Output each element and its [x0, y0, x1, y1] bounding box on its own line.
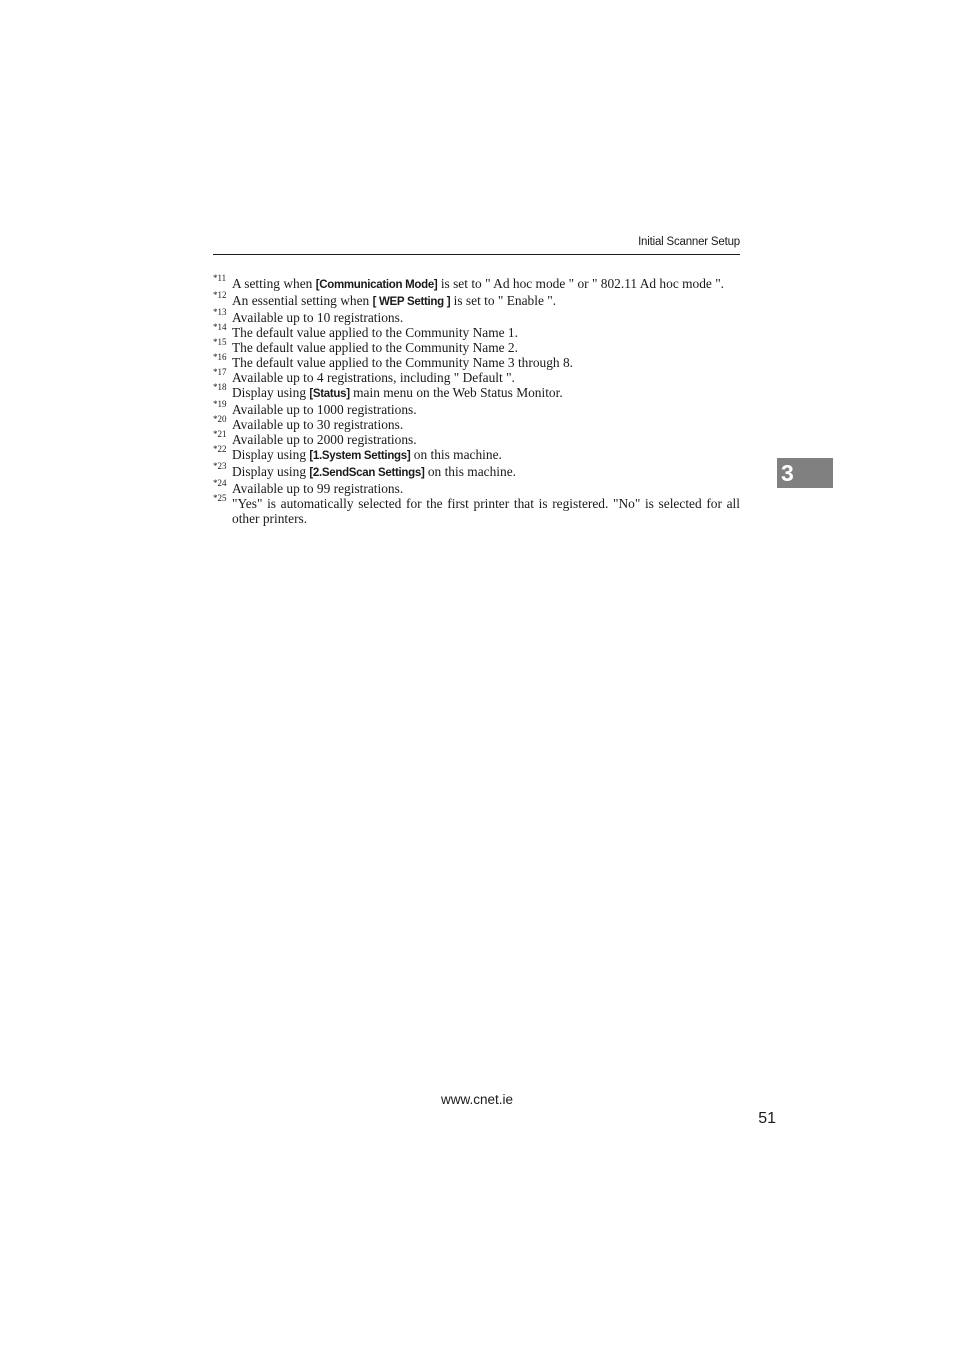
- footnote-item: [213, 444, 740, 464]
- footnote-text: Available up to 2000 registrations.: [232, 432, 417, 447]
- footnote-marker: *17: [213, 367, 227, 377]
- footnote-item: [213, 367, 740, 385]
- footnote-text: is set to " Enable ".: [450, 293, 557, 308]
- footnote-text: main menu on the Web Status Monitor.: [349, 385, 563, 400]
- footer-website: www.cnet.ie: [440, 1092, 514, 1107]
- footnote-item: [213, 493, 740, 526]
- footnote-text: Available up to 4 registrations, including " Default ".: [232, 370, 515, 385]
- footnote-text: The default value applied to the Community Name 1.: [232, 325, 518, 340]
- footnote-marker: *23: [213, 461, 227, 471]
- footnote-marker: *19: [213, 399, 227, 409]
- footnote-marker: *22: [213, 444, 227, 454]
- footnote-marker: *15: [213, 337, 227, 347]
- footnote-text: on this machine.: [410, 447, 502, 462]
- footnote-item: [213, 461, 740, 481]
- footnote-setting-name: [1.System Settings]: [309, 450, 411, 462]
- footnote-text: Available up to 1000 registrations.: [232, 402, 417, 417]
- footnote-text: Available up to 30 registrations.: [232, 417, 404, 432]
- footnote-text: The default value applied to the Community Name 2.: [232, 340, 518, 355]
- footnote-item: [213, 414, 740, 432]
- footnote-text: Available up to 10 registrations.: [232, 310, 404, 325]
- footnote-text: Display using: [232, 447, 310, 462]
- footnote-item: [213, 307, 740, 325]
- footnote-marker: *25: [213, 493, 227, 503]
- footnote-setting-name: [2.SendScan Settings]: [309, 467, 425, 479]
- page-number: 51: [758, 1110, 776, 1127]
- footnote-item: [213, 337, 740, 355]
- footnote-marker: *13: [213, 307, 227, 317]
- footnote-item: [213, 478, 740, 496]
- footnote-item: [213, 322, 740, 340]
- footnote-text: The default value applied to the Community Name 3 through 8.: [232, 355, 574, 370]
- footnote-list: [213, 273, 740, 526]
- footnote-setting-name: [Communication Mode]: [315, 279, 438, 291]
- footnote-item: [213, 429, 740, 447]
- header-title: Initial Scanner Setup: [638, 236, 740, 248]
- footnote-marker: *11: [213, 273, 227, 283]
- footnote-text: "Yes" is automatically selected for the first printer that is registered. "No" is selected for all other printers.: [232, 496, 740, 526]
- chapter-tab: 3: [777, 458, 833, 488]
- footnote-setting-name: [ WEP Setting ]: [372, 296, 451, 308]
- footnote-item: [213, 290, 740, 310]
- footnote-marker: *24: [213, 478, 227, 488]
- footnote-item: [213, 382, 740, 402]
- footnote-setting-name: [Status]: [309, 388, 350, 400]
- footnote-marker: *12: [213, 290, 227, 300]
- footnote-text: Available up to 99 registrations.: [232, 481, 404, 496]
- footnote-text: Display using: [232, 385, 310, 400]
- footnote-text: An essential setting when: [232, 293, 373, 308]
- footnote-marker: *14: [213, 322, 227, 332]
- footnote-text: Display using: [232, 464, 310, 479]
- footnote-marker: *18: [213, 382, 227, 392]
- footnote-marker: *16: [213, 352, 227, 362]
- footnote-item: [213, 273, 740, 293]
- footnote-item: [213, 352, 740, 370]
- footnote-marker: *21: [213, 429, 227, 439]
- footnote-text: is set to " Ad hoc mode " or " 802.11 Ad hoc mode ".: [437, 276, 725, 291]
- footnote-item: [213, 399, 740, 417]
- footnote-text: on this machine.: [424, 464, 516, 479]
- footnote-text: A setting when: [232, 276, 316, 291]
- header-rule: [213, 254, 740, 255]
- footnote-marker: *20: [213, 414, 227, 424]
